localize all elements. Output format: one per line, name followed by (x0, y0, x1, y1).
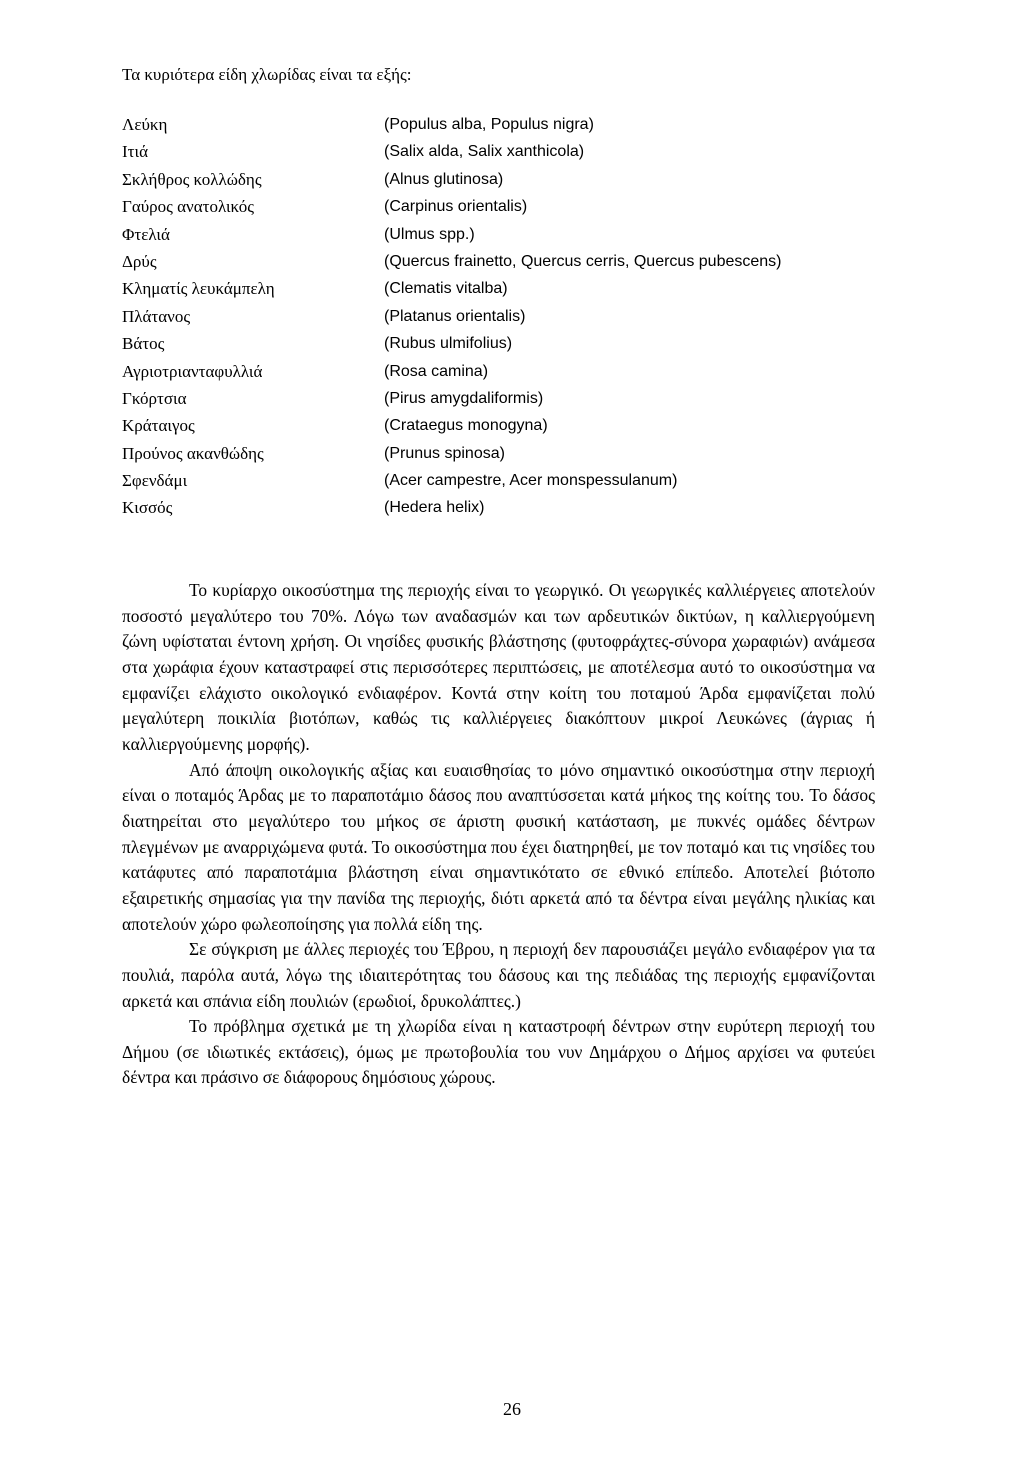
species-latin-name: (Ulmus spp.) (384, 225, 475, 243)
species-latin-name: (Populus alba, Populus nigra) (384, 116, 594, 133)
species-latin-name: (Prunus spinosa) (384, 444, 505, 462)
paragraph: Το πρόβλημα σχετικά με τη χλωρίδα είναι η καταστροφή δέντρων στην ευρύτερη περιοχή του Δήμου (σε ιδιωτικές εκτάσεις), όμως με πρωτοβουλία του νυν Δημάρχου ο Δήμος αρχίσει να φυτεύει δέντρα και πράσινο σε διάφορους δημόσιους χώρους. (122, 1016, 875, 1088)
species-common-name: Προύνος ακανθώδης (122, 443, 264, 463)
species-common-name: Λεύκη (122, 115, 168, 134)
species-latin-name: (Acer campestre, Acer monspessulanum) (384, 472, 678, 490)
species-latin-name: (Alnus glutinosa) (384, 170, 504, 188)
page-number: 26 (503, 1399, 521, 1419)
species-common-name: Πλάτανος (122, 306, 191, 326)
species-common-name: Αγριοτριανταφυλλιά (122, 361, 263, 381)
species-latin-name: (Quercus frainetto, Quercus cerris, Quercus pubescens) (384, 252, 782, 270)
species-latin-name: (Rosa camina) (384, 362, 489, 380)
species-latin-name: (Hedera helix) (384, 499, 485, 517)
species-common-name: Κληματίς λευκάμπελη (122, 279, 275, 299)
species-common-name: Φτελιά (122, 224, 170, 244)
species-common-name: Γκόρτσια (122, 388, 187, 408)
species-latin-name: (Clematis vitalba) (384, 280, 508, 298)
species-common-name: Γαύρος ανατολικός (122, 197, 254, 217)
species-common-name: Σφενδάμι (122, 471, 188, 491)
species-common-name: Δρύς (122, 251, 157, 271)
species-common-name: Κράταιγος (122, 416, 195, 436)
species-common-name: Κισσός (122, 498, 173, 518)
species-latin-name: (Salix alda, Salix xanthicola) (384, 143, 585, 161)
intro-line: Τα κυριότερα είδη χλωρίδας είναι τα εξής: (122, 65, 412, 84)
species-latin-name: (Rubus ulmifolius) (384, 335, 513, 353)
species-latin-name: (Platanus orientalis) (384, 307, 526, 325)
paragraph: Από άποψη οικολογικής αξίας και ευαισθησίας το μόνο σημαντικό οικοσύστημα στην περιοχή είναι ο ποταμός Άρδας με το παραποτάμιο δάσος που αναπτύσσεται κατά μήκος της κοίτης του. Το δάσος διατηρείται στο μεγαλύτερο του μήκος σε άριστη φυσική κατάσταση, με πυκνές ομάδες δέντρων πλεγμένων με αναρριχώμενα φυτά. Το οικοσύστημα που έχει διατηρηθεί, με τον ποταμό και τις νησίδες του κατάφυτες από παραποτάμια βλάστηση είναι σημαντικότατο σε εθνικό επίπεδο. Αποτελεί βιότοπο εξαιρετικής σημασίας για την πανίδα της περιοχής, διότι αρκετά από τα δέντρα είναι μεγάλης ηλικίας και αποτελούν χώρο φωλεοποίησης για πολλά είδη της. (122, 759, 875, 934)
species-common-name: Ιτιά (122, 142, 148, 162)
species-latin-name: (Carpinus orientalis) (384, 198, 528, 216)
species-common-name: Σκλήθρος κολλώδης (122, 169, 262, 189)
species-latin-name: (Pirus amygdaliformis) (384, 389, 544, 407)
paragraph: Σε σύγκριση με άλλες περιοχές του Έβρου, η περιοχή δεν παρουσιάζει μεγάλο ενδιαφέρον για τα πουλιά, παρόλα αυτά, λόγω της ιδιαιτερότητας του δάσους και της πεδιάδας της περιοχής εμφανίζονται αρκετά και σπάνια είδη πουλιών (ερωδιοί, δρυκολάπτες.) (122, 939, 875, 1011)
species-latin-name: (Crataegus monogyna) (384, 417, 548, 435)
paragraph: Το κυρίαρχο οικοσύστημα της περιοχής είναι το γεωργικό. Οι γεωργικές καλλιέργειες αποτελούν ποσοστό μεγαλύτερο του 70%. Λόγω των αναδασμών και των αρδευτικών δικτύων, η καλλιεργούμενη ζώνη υφίσταται έντονη χρήση. Οι νησίδες φυσικής βλάστησης (φυτοφράχτες-σύνορα χωραφιών) ανάμεσα στα χωράφια έχουν καταστραφεί στις περισσότερες περιπτώσεις, με αποτέλεσμα αυτό το οικοσύστημα να εμφανίζει ελάχιστο οικολογικό ενδιαφέρον. Κοντά στην κοίτη του ποταμού Άρδα εμφανίζεται πολύ μεγαλύτερη ποικιλία βιοτόπων, καθώς τις καλλιέργειες διακόπτουν μικροί Λευκώνες (άγριας ή καλλιεργούμενης μορφής). (122, 580, 875, 754)
species-common-name: Βάτος (122, 334, 165, 354)
body-text (122, 578, 875, 1091)
